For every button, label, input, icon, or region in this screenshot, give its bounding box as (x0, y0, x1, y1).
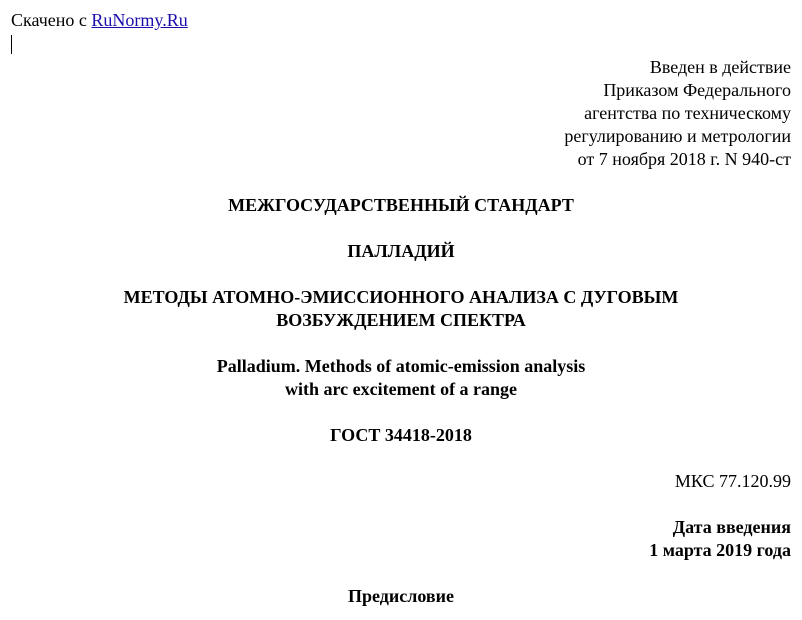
source-line (11, 9, 188, 32)
approval-line: регулированию и метрологии (564, 126, 791, 146)
downloaded-prefix: Скачено с (11, 10, 92, 30)
section-heading-text: Предисловие (348, 586, 454, 606)
mks-code (675, 470, 791, 493)
title-en-line: Palladium. Methods of atomic-emission analysis (216, 356, 586, 376)
approval-line: Приказом Федерального (603, 80, 791, 100)
standard-number-text: ГОСТ 34418-2018 (330, 425, 472, 445)
title-en (0, 355, 802, 401)
runormy-link[interactable]: RuNormy.Ru (91, 10, 188, 30)
standard-category (0, 194, 802, 217)
title-en-line: with arc excitement of a range (284, 379, 518, 399)
introduction-date (649, 516, 791, 562)
standard-number (0, 424, 802, 447)
text-caret (11, 35, 12, 54)
subject-heading-text: ПАЛЛАДИЙ (347, 241, 455, 261)
title-ru (0, 286, 802, 332)
mks-code-text: МКС 77.120.99 (674, 471, 791, 491)
approval-line: агентства по техническому (584, 103, 791, 123)
approval-line: от 7 ноября 2018 г. N 940-ст (577, 149, 791, 169)
standard-category-text: МЕЖГОСУДАРСТВЕННЫЙ СТАНДАРТ (228, 195, 574, 215)
introduction-date-value: 1 марта 2019 года (649, 540, 791, 560)
approval-block (564, 56, 791, 171)
title-ru-line: ВОЗБУЖДЕНИЕМ СПЕКТРА (276, 310, 526, 330)
section-heading (0, 585, 802, 608)
subject-heading (0, 240, 802, 263)
introduction-date-label: Дата введения (672, 517, 791, 537)
approval-line: Введен в действие (649, 57, 791, 77)
title-ru-line: МЕТОДЫ АТОМНО-ЭМИССИОННОГО АНАЛИЗА С ДУГОВЫМ (123, 287, 679, 307)
